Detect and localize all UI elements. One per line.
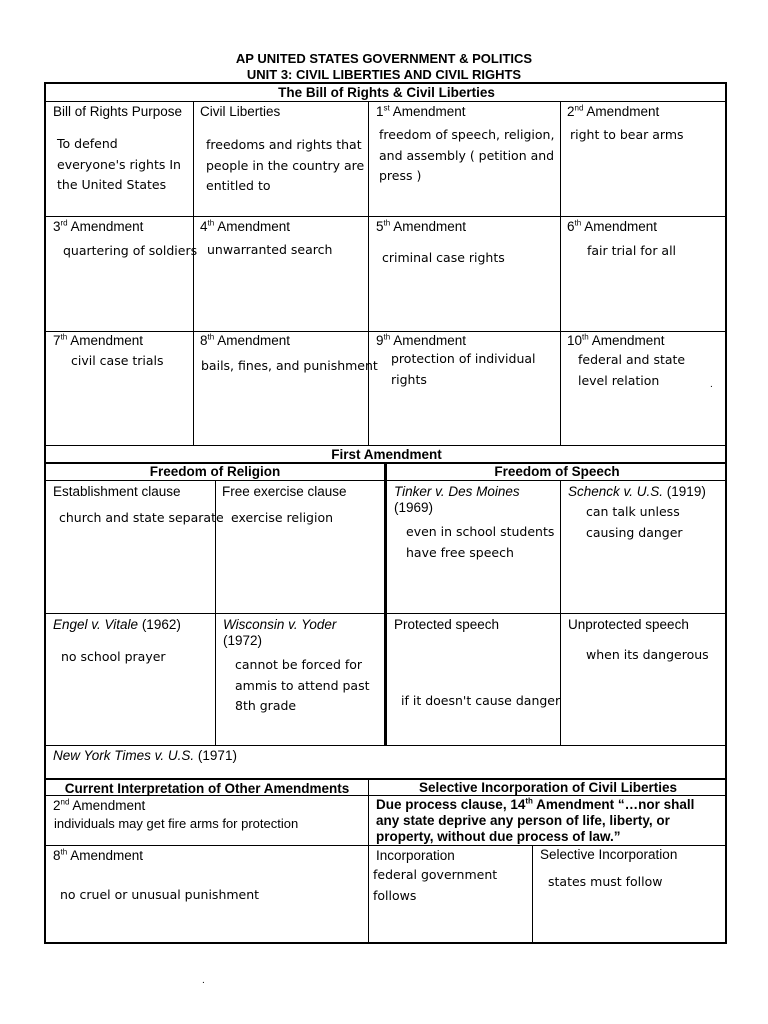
amendment-9-answer: protection of individual rights (391, 351, 536, 387)
free-exercise-clause-answer: exercise religion (231, 510, 334, 525)
tinker-case-answer: even in school students have free speech (406, 524, 555, 560)
divider (368, 778, 369, 944)
stray-mark: . (202, 975, 205, 986)
first-amendment-title: First Amendment (331, 447, 442, 462)
divider (384, 462, 387, 745)
divider (46, 745, 727, 746)
selective-incorporation-answer: states must follow (548, 874, 663, 889)
wisconsin-case-year: (1972) (223, 633, 263, 648)
eighth-amendment-answer: no cruel or unusual punishment (60, 887, 260, 902)
nyt-case-label: New York Times v. U.S. (1971) (53, 748, 237, 763)
incorporation-label: Incorporation (376, 848, 455, 863)
establishment-clause-label: Establishment clause (53, 484, 181, 499)
amendment-9-label: 9th Amendment (376, 332, 466, 348)
header-line-2: UNIT 3: CIVIL LIBERTIES AND CIVIL RIGHTS (246, 67, 522, 82)
tinker-case-label: Tinker v. Des Moines (394, 484, 520, 499)
amendment-10-answer: federal and state level relation (578, 352, 686, 388)
divider (46, 845, 727, 846)
divider (46, 101, 727, 102)
amendment-10-label: 10th Amendment (567, 332, 665, 348)
amendment-8-label: 8th Amendment (200, 332, 290, 348)
engel-case-label: Engel v. Vitale (1962) (53, 617, 181, 632)
engel-case-answer: no school prayer (61, 649, 166, 664)
divider (193, 101, 194, 445)
amendment-3-label: 3rd Amendment (53, 218, 144, 234)
divider (46, 445, 727, 446)
unprotected-speech-label: Unprotected speech (568, 617, 689, 632)
bill-of-rights-purpose-answer: To defend everyone's rights In the United States (57, 136, 181, 192)
divider (560, 101, 561, 445)
amendment-7-label: 7th Amendment (53, 332, 143, 348)
incorporation-answer: federal government follows (373, 867, 498, 903)
amendment-1-answer: freedom of speech, religion, and assembly ( petition and press ) (379, 127, 555, 183)
eighth-amendment-label: 8th Amendment (53, 847, 143, 863)
schenck-case-label: Schenck v. U.S. (1919) (568, 484, 706, 499)
worksheet-table (44, 82, 727, 944)
establishment-clause-answer: church and state separate (59, 510, 224, 525)
second-amendment-answer: individuals may get fire arms for protection (54, 816, 299, 831)
current-interpretation-title: Current Interpretation of Other Amendments (64, 781, 350, 796)
stray-mark: . (710, 379, 713, 390)
second-amendment-label: 2nd Amendment (53, 797, 146, 813)
freedom-of-speech-title: Freedom of Speech (494, 464, 620, 479)
bill-of-rights-purpose-label: Bill of Rights Purpose (53, 104, 183, 119)
selective-incorporation-title: Selective Incorporation of Civil Liberties (418, 780, 678, 795)
amendment-6-answer: fair trial for all (587, 243, 677, 258)
wisconsin-case-answer: cannot be forced for ammis to attend past 8th grade (235, 657, 370, 713)
divider (368, 101, 369, 445)
divider (560, 480, 561, 745)
amendment-3-answer: quartering of soldiers (63, 243, 198, 258)
amendment-5-label: 5th Amendment (376, 218, 466, 234)
civil-liberties-label: Civil Liberties (200, 104, 281, 119)
selective-incorporation-label: Selective Incorporation (540, 847, 678, 862)
protected-speech-label: Protected speech (394, 617, 500, 632)
freedom-of-religion-title: Freedom of Religion (149, 464, 281, 479)
amendment-5-answer: criminal case rights (382, 250, 505, 265)
amendment-8-answer: bails, fines, and punishment (201, 358, 378, 373)
divider (46, 216, 727, 217)
schenck-case-answer: can talk unless causing danger (586, 504, 683, 540)
amendment-6-label: 6th Amendment (567, 218, 657, 234)
protected-speech-answer: if it doesn't cause danger (401, 693, 561, 708)
divider (532, 845, 533, 944)
wisconsin-case-label: Wisconsin v. Yoder (223, 617, 337, 632)
amendment-7-answer: civil case trials (71, 353, 164, 368)
due-process-clause: Due process clause, 14th Amendment “…nor shall any state deprive any person of life, liberty, or property, without due process of law.” (376, 796, 695, 844)
header-line-1: AP UNITED STATES GOVERNMENT & POLITICS (235, 51, 533, 66)
unprotected-speech-answer: when its dangerous (586, 647, 709, 662)
amendment-1-label: 1st Amendment (376, 103, 466, 119)
tinker-case-year: (1969) (394, 500, 434, 515)
amendment-4-answer: unwarranted search (207, 242, 333, 257)
free-exercise-clause-label: Free exercise clause (222, 484, 347, 499)
bill-of-rights-title: The Bill of Rights & Civil Liberties (278, 85, 495, 100)
amendment-2-answer: right to bear arms (570, 127, 684, 142)
civil-liberties-answer: freedoms and rights that people in the country are entitled to (206, 137, 365, 193)
amendment-2-label: 2nd Amendment (567, 103, 660, 119)
amendment-4-label: 4th Amendment (200, 218, 290, 234)
